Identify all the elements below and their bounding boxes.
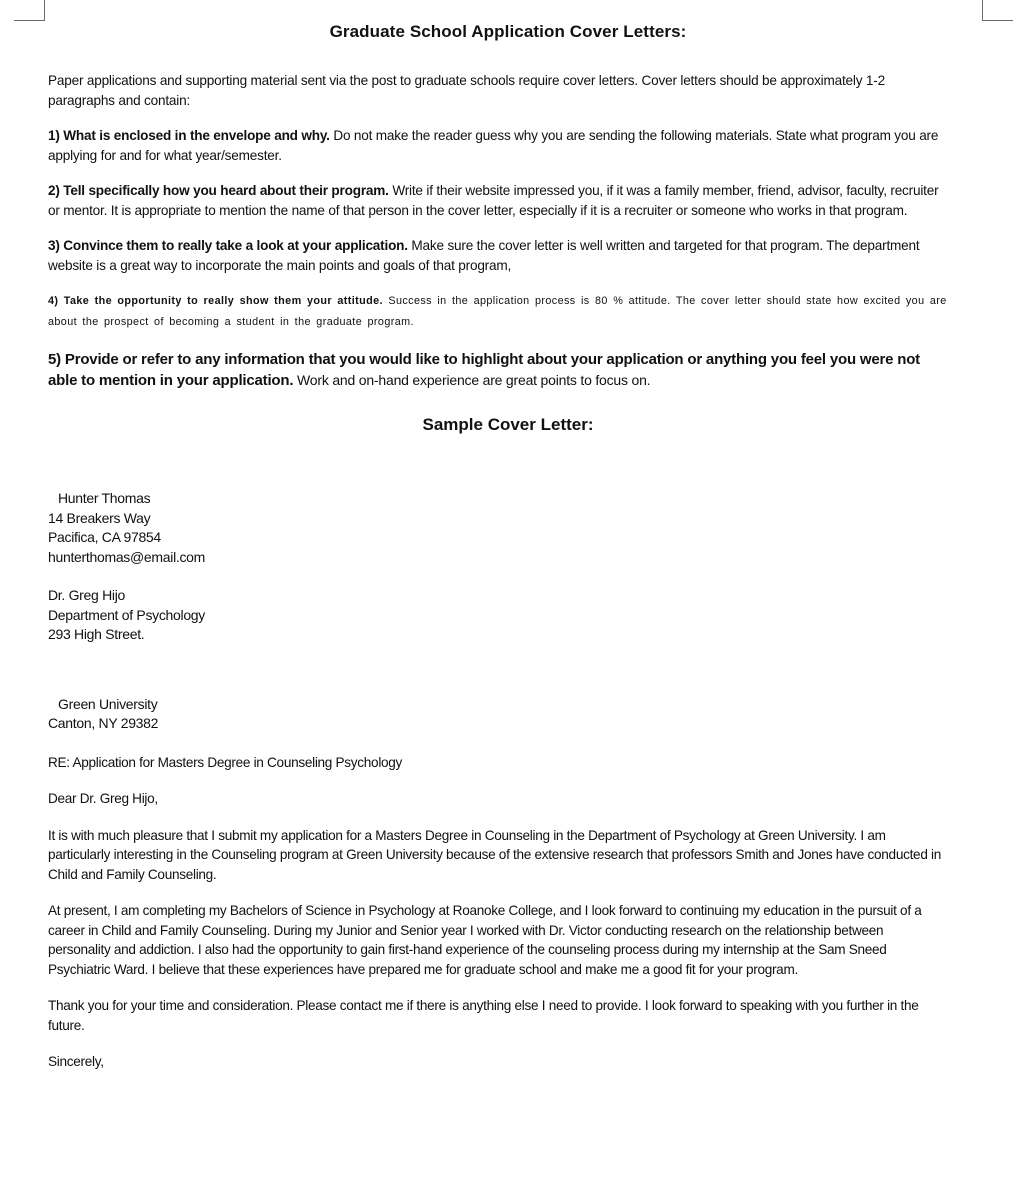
letter-body-paragraph-3: Thank you for your time and consideration. Please contact me if there is anything else I need to provide. I look forward to speaking with you further in the future. — [48, 998, 919, 1033]
recipient-street: 293 High Street. — [48, 626, 145, 642]
sender-name: Hunter Thomas — [58, 490, 151, 506]
intro-paragraph: Paper applications and supporting material sent via the post to graduate schools require cover letters. Cover letters should be approximately 1-2 paragraphs and contain: — [48, 73, 885, 108]
guideline-item-4-text: Success in the application process is 80 % attitude. The cover letter should state how excited you are about the prospect of becoming a student in the graduate program. — [48, 295, 947, 328]
recipient-address-block — [48, 586, 948, 645]
guideline-item-3-text: Make sure the cover letter is well written and targeted for that program. The department website is a great way to incorporate the main points and goals of that program, — [48, 238, 920, 273]
page-corner-mark-right — [982, 0, 1013, 21]
guideline-item-4-heading: 4) Take the opportunity to really show them your attitude. — [48, 295, 383, 307]
recipient-name: Dr. Greg Hijo — [48, 587, 126, 603]
guideline-item-4 — [48, 291, 948, 333]
letter-subject-line: RE: Application for Masters Degree in Counseling Psychology — [48, 754, 403, 770]
sender-address-block — [48, 489, 948, 567]
institution-city: Canton, NY 29382 — [48, 715, 159, 731]
guideline-item-5 — [48, 349, 948, 391]
guideline-item-5-heading: 5) Provide or refer to any information that you would like to highlight about your application or anything you feel you were not able to mention in your application. — [48, 351, 920, 389]
sender-city: Pacifica, CA 97854 — [48, 529, 161, 545]
guideline-item-1-heading: 1) What is enclosed in the envelope and why. — [48, 128, 330, 143]
letter-body-paragraph-1: It is with much pleasure that I submit my application for a Masters Degree in Counseling in the Department of Psychology at Green University. I am particularly interesting in the Counseling program at Green University because of the extensive research that professors Smith and Jones have conducted in Child and Family Counseling. — [48, 827, 942, 882]
guideline-item-5-text: Work and on-hand experience are great points to focus on. — [293, 372, 651, 388]
letter-closing: Sincerely, — [48, 1054, 104, 1069]
guideline-item-2-heading: 2) Tell specifically how you heard about their program. — [48, 183, 389, 198]
guideline-item-3 — [48, 236, 948, 276]
letter-salutation: Dear Dr. Greg Hijo, — [48, 791, 158, 806]
sender-street: 14 Breakers Way — [48, 509, 151, 526]
sender-email: hunterthomas@email.com — [48, 548, 206, 565]
letter-body-paragraph-2: At present, I am completing my Bachelors of Science in Psychology at Roanoke College, and I look forward to continuing my education in the pursuit of a career in Child and Family Counseling. During my Junior and Senior year I worked with Dr. Victor conducting research on the relationship between personality and addiction. I also had the opportunity to gain first-hand experience of the counseling process during my internship at the Sam Sneed Psychiatric Ward. I believe that these experiences have prepared me for graduate school and make me a good fit for your program. — [48, 903, 922, 977]
sample-section-title: Sample Cover Letter: — [422, 415, 594, 434]
page-corner-mark-left — [14, 0, 45, 21]
institution-address-block — [48, 695, 948, 734]
guideline-item-3-heading: 3) Convince them to really take a look at your application. — [48, 238, 408, 253]
institution-name: Green University — [58, 695, 158, 712]
document-title: Graduate School Application Cover Letters: — [329, 22, 687, 41]
guideline-item-1 — [48, 126, 948, 166]
guideline-item-1-text: Do not make the reader guess why you are sending the following materials. State what program you are applying for and for what year/semester. — [48, 128, 939, 163]
document-page — [48, 22, 948, 1089]
recipient-department: Department of Psychology — [48, 606, 205, 623]
guideline-item-2 — [48, 181, 948, 221]
guideline-item-2-text: Write if their website impressed you, if it was a family member, friend, advisor, faculty, recruiter or mentor. It is appropriate to mention the name of that person in the cover letter, especially if it is a recruiter or someone who works in that program. — [48, 183, 939, 218]
